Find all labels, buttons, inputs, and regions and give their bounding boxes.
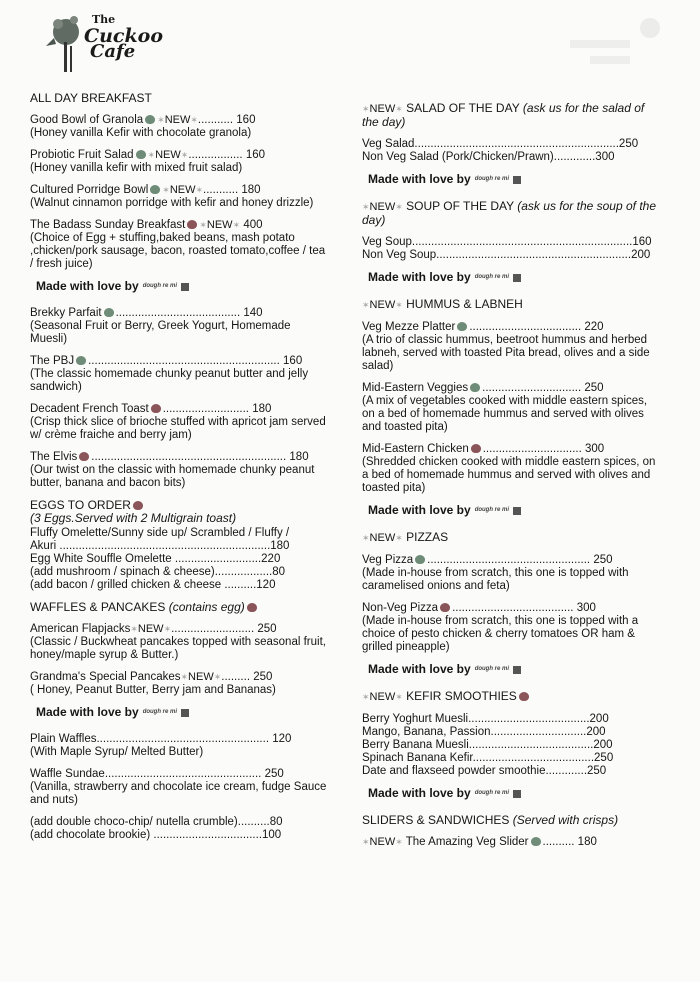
brand-logo: dough re mi — [474, 790, 510, 796]
new-badge — [130, 623, 171, 635]
new-label: NEW — [137, 623, 164, 635]
item-price: 180 — [241, 184, 261, 196]
section-note: (ask us for the soup of the day) — [362, 199, 657, 227]
price-line: Egg White Souffle Omelette ...........................220 — [30, 553, 281, 565]
star-icon: ✶ — [213, 672, 222, 682]
parfait-icon — [104, 308, 114, 317]
star-icon: ✶ — [395, 104, 403, 114]
menu-item — [30, 114, 330, 140]
new-label: NEW — [369, 103, 396, 115]
star-icon: ✶ — [395, 202, 403, 212]
item-name: Veg Mezze Platter — [362, 321, 456, 333]
chicken-icon — [471, 444, 481, 453]
item-price: 160 — [283, 355, 303, 367]
item-description: (With Maple Syrup/ Melted Butter) — [30, 746, 204, 758]
price-line: Non Veg Soup.............................................................200 — [362, 249, 651, 261]
item-price: 160 — [245, 149, 266, 161]
new-badge — [148, 149, 189, 161]
brand-logo: dough re mi — [474, 507, 510, 513]
made-with-love-text: Made with love by — [368, 270, 471, 284]
item-description: (Honey vanilla Kefir with chocolate granola) — [30, 127, 252, 139]
new-label: NEW — [369, 299, 396, 311]
menu-item-row — [362, 382, 662, 395]
new-label: NEW — [164, 114, 191, 126]
pbj-icon — [76, 356, 86, 365]
smoothie-icon — [519, 692, 529, 701]
menu-item — [30, 307, 330, 346]
menu-item — [30, 149, 330, 175]
veg-pizza-icon — [415, 555, 425, 564]
made-with-love-text: Made with love by — [36, 705, 139, 719]
menu-item — [362, 836, 662, 849]
price-line: Berry Yoghurt Muesli......................................200 — [362, 713, 609, 725]
logo-cafe: Cafe — [90, 41, 136, 62]
new-badge — [199, 219, 240, 231]
price-line: Berry Banana Muesli.......................................200 — [362, 739, 613, 751]
new-label: NEW — [369, 532, 396, 544]
item-price: 220 — [584, 321, 604, 333]
eggs-icon — [133, 501, 143, 510]
leader-dots: ................................................. — [104, 768, 262, 780]
new-badge — [362, 103, 403, 115]
price-line: Veg Salad................................................................250 — [362, 138, 639, 150]
menu-item-row — [30, 671, 330, 684]
new-badge — [362, 691, 403, 703]
item-description: (Crisp thick slice of brioche stuffed with apricot jam served w/ crème fraiche and berry jam) — [30, 416, 326, 441]
star-icon: ✶ — [362, 533, 370, 543]
price-line: Spinach Banana Kefir......................................250 — [362, 752, 614, 764]
section-heading — [30, 92, 330, 105]
menu-item — [30, 219, 330, 271]
menu-item-row — [30, 451, 330, 464]
section-heading — [30, 601, 330, 614]
made-with-love-text: Made with love by — [368, 172, 471, 186]
item-description: (Seasonal Fruit or Berry, Greek Yogurt, Homemade Muesli) — [30, 320, 291, 345]
menu-item-row — [30, 403, 330, 416]
star-icon: ✶ — [180, 672, 189, 682]
star-icon: ✶ — [362, 104, 370, 114]
menu-item-row — [362, 321, 662, 334]
bleed-through-logo-icon — [560, 12, 670, 82]
leader-dots: ........... — [203, 184, 239, 196]
made-with-love-line — [36, 706, 330, 719]
item-name: The PBJ — [30, 355, 75, 367]
star-icon: ✶ — [190, 115, 198, 125]
section-title: SLIDERS & SANDWICHES — [362, 813, 510, 827]
section-heading — [362, 102, 662, 129]
price-line: (add chocolate brookie) ..................................100 — [30, 829, 282, 841]
menu-item-row — [30, 623, 330, 636]
brand-box-icon — [181, 709, 189, 717]
item-description: (A mix of vegetables cooked with middle eastern spices, on a bed of homemade hummus and served with olives and toasted pita) — [362, 395, 648, 433]
made-with-love-text: Made with love by — [368, 662, 471, 676]
menu-item-row — [362, 602, 662, 615]
item-name: Cultured Porridge Bowl — [30, 184, 149, 196]
brand-logo: dough re mi — [142, 709, 178, 715]
made-with-love-text: Made with love by — [368, 503, 471, 517]
price-line: Date and flaxseed powder smoothie.............250 — [362, 765, 607, 777]
brand-logo: dough re mi — [142, 283, 178, 289]
item-description: (Walnut cinnamon porridge with kefir and honey drizzle) — [30, 197, 314, 209]
new-label: NEW — [369, 836, 396, 848]
price-list — [362, 236, 662, 262]
leader-dots: ............................... — [482, 443, 582, 455]
item-price: 160 — [236, 114, 256, 126]
star-icon: ✶ — [395, 300, 403, 310]
section-title: SOUP OF THE DAY — [406, 199, 514, 213]
star-icon: ✶ — [362, 202, 370, 212]
menu-item-row — [362, 443, 662, 456]
item-price: 300 — [585, 443, 605, 455]
leader-dots: ...................................................... — [96, 733, 270, 745]
brand-logo: dough re mi — [474, 666, 510, 672]
leader-dots: ............................... — [482, 382, 582, 394]
fruit-salad-icon — [136, 150, 146, 159]
left-column — [30, 92, 330, 851]
price-line: Fluffy Omelette/Sunny side up/ Scrambled / Fluffy / — [30, 527, 290, 539]
brand-logo: dough re mi — [474, 176, 510, 182]
item-description: (Choice of Egg + stuffing,baked beans, mash potato ,chicken/pork sausage, bacon, roasted tomato,coffee / tea / fresh juice) — [30, 232, 326, 270]
item-price: 180 — [289, 451, 309, 463]
leader-dots: ................................... — [469, 321, 582, 333]
menu-item — [30, 451, 330, 490]
section-note: (ask us for the salad of the day) — [362, 101, 645, 129]
item-description: (Made in-house from scratch, this one is topped with caramelised onions and feta) — [362, 567, 629, 592]
item-description: (Our twist on the classic with homemade chunky peanut butter, banana and bacon bits) — [30, 464, 315, 489]
item-price: 250 — [253, 671, 273, 683]
made-with-love-line — [36, 280, 330, 293]
veggies-icon — [470, 383, 480, 392]
star-icon: ✶ — [199, 220, 207, 230]
item-name: Non-Veg Pizza — [362, 602, 439, 614]
leader-dots: ........................... — [162, 403, 249, 415]
price-list — [30, 816, 330, 842]
star-icon: ✶ — [157, 115, 165, 125]
item-price: 250 — [257, 623, 277, 635]
menu-item — [362, 321, 662, 373]
star-icon: ✶ — [395, 533, 403, 543]
made-with-love-line — [368, 663, 662, 676]
item-name: American Flapjacks — [30, 623, 131, 635]
star-icon: ✶ — [195, 185, 204, 195]
made-with-love-line — [368, 504, 662, 517]
leader-dots: ................................................... — [427, 554, 591, 566]
new-badge — [181, 671, 222, 683]
menu-item-row — [362, 554, 662, 567]
price-list — [362, 138, 662, 164]
section-heading — [30, 499, 330, 525]
slider-icon — [531, 837, 541, 846]
price-line: Akuri ..................................................................180 — [30, 540, 290, 552]
item-description: (Vanilla, strawberry and chocolate ice cream, fudge Sauce and nuts) — [30, 781, 327, 806]
logo-cuckoo: Cuckoo — [84, 25, 164, 47]
breakfast-icon — [187, 220, 197, 229]
menu-item — [362, 443, 662, 495]
new-label: NEW — [206, 219, 233, 231]
menu-item-row — [30, 184, 330, 197]
menu-item-row — [362, 836, 662, 849]
menu-item — [30, 403, 330, 442]
star-icon: ✶ — [395, 692, 403, 702]
menu-item — [362, 602, 662, 654]
leader-dots: ................. — [188, 149, 243, 161]
menu-item-row — [30, 149, 330, 162]
leader-dots: ......... — [221, 671, 251, 683]
star-icon: ✶ — [180, 150, 189, 160]
section-title: EGGS TO ORDER — [30, 498, 131, 512]
price-line: (add mushroom / spinach & cheese)..................80 — [30, 566, 286, 578]
star-icon: ✶ — [362, 300, 370, 310]
price-line: Non Veg Salad (Pork/Chicken/Prawn).............300 — [362, 151, 615, 163]
menu-item-row — [30, 733, 330, 746]
item-description: (Honey vanilla kefir with mixed fruit salad) — [30, 162, 243, 174]
section-note: (contains egg) — [168, 600, 245, 614]
price-line: Mango, Banana, Passion..............................200 — [362, 726, 606, 738]
item-name: Waffle Sundae — [30, 768, 105, 780]
item-price: 140 — [243, 307, 263, 319]
menu-item — [30, 733, 330, 759]
new-label: NEW — [188, 671, 214, 683]
right-column — [362, 102, 662, 858]
brand-logo: dough re mi — [474, 274, 510, 280]
menu-item — [30, 184, 330, 210]
menu-item — [362, 382, 662, 434]
new-badge — [362, 201, 403, 213]
section-heading — [362, 531, 662, 545]
item-price: 300 — [576, 602, 596, 614]
item-price: 250 — [264, 768, 284, 780]
menu-item-row — [30, 355, 330, 368]
item-name: The Elvis — [30, 451, 78, 463]
item-description: (The classic homemade chunky peanut butter and jelly sandwich) — [30, 368, 309, 393]
price-line: Veg Soup.....................................................................160 — [362, 236, 652, 248]
item-description: (Classic / Buckwheat pancakes topped with seasonal fruit, honey/maple syrup & Butter.) — [30, 636, 326, 661]
section-title: PIZZAS — [406, 530, 449, 544]
new-label: NEW — [369, 691, 396, 703]
granola-icon — [145, 115, 155, 124]
star-icon: ✶ — [395, 837, 403, 847]
item-name: Brekky Parfait — [30, 307, 102, 319]
item-name: Probiotic Fruit Salad — [30, 149, 134, 161]
item-price: 180 — [577, 836, 597, 848]
item-name: Veg Pizza — [362, 554, 414, 566]
menu-item-row — [30, 768, 330, 781]
item-description: ( Honey, Peanut Butter, Berry jam and Bananas) — [30, 684, 276, 696]
section-heading — [362, 200, 662, 227]
menu-item — [30, 623, 330, 662]
item-price: 400 — [243, 219, 263, 231]
new-badge — [362, 532, 403, 544]
porridge-icon — [150, 185, 160, 194]
mezze-icon — [457, 322, 467, 331]
waffle-icon — [247, 603, 257, 612]
new-badge — [362, 836, 403, 848]
star-icon: ✶ — [362, 837, 370, 847]
item-price: 120 — [272, 733, 292, 745]
brand-box-icon — [513, 666, 521, 674]
menu-item-row — [30, 219, 330, 232]
item-name: Decadent French Toast — [30, 403, 149, 415]
made-with-love-text: Made with love by — [36, 279, 139, 293]
brand-box-icon — [513, 274, 521, 282]
star-icon: ✶ — [232, 220, 241, 230]
section-subtitle: (3 Eggs.Served with 2 Multigrain toast) — [30, 511, 237, 525]
brand-box-icon — [513, 507, 521, 515]
item-name: Grandma's Special Pancakes — [30, 671, 181, 683]
section-heading — [362, 814, 662, 827]
star-icon: ✶ — [147, 150, 156, 160]
price-line: (add bacon / grilled chicken & cheese ..........120 — [30, 579, 276, 591]
menu-item-row — [30, 307, 330, 320]
star-icon: ✶ — [130, 624, 138, 634]
new-badge — [162, 184, 203, 196]
brand-box-icon — [513, 790, 521, 798]
price-list — [30, 527, 330, 592]
menu-item-row — [30, 114, 330, 127]
section-heading — [362, 690, 662, 704]
new-label: NEW — [155, 149, 181, 161]
menu-item — [30, 355, 330, 394]
item-name: Plain Waffles — [30, 733, 97, 745]
leader-dots: ........... — [197, 114, 234, 126]
made-with-love-line — [368, 787, 662, 800]
section-title: WAFFLES & PANCAKES — [30, 600, 166, 614]
section-title: SALAD OF THE DAY — [406, 101, 520, 115]
new-label: NEW — [369, 201, 396, 213]
menu-item — [362, 554, 662, 593]
section-title: KEFIR SMOOTHIES — [406, 689, 517, 703]
item-name: Good Bowl of Granola — [30, 114, 144, 126]
menu-item — [30, 768, 330, 807]
made-with-love-text: Made with love by — [368, 786, 471, 800]
leader-dots: ....................................... — [115, 307, 241, 319]
price-list — [362, 713, 662, 778]
logo-the: The — [92, 13, 116, 26]
star-icon: ✶ — [163, 624, 172, 634]
item-description: (A trio of classic hummus, beetroot hummus and herbed labneh, served with toasted Pita bread, olives and a side salad) — [362, 334, 650, 372]
price-line: (add double choco-chip/ nutella crumble)..........80 — [30, 816, 283, 828]
leader-dots: ............................................................ — [88, 355, 280, 367]
new-label: NEW — [169, 184, 196, 196]
item-name: Mid-Eastern Chicken — [362, 443, 469, 455]
leader-dots: .......... — [542, 836, 575, 848]
brand-box-icon — [513, 176, 521, 184]
star-icon: ✶ — [362, 692, 370, 702]
new-badge — [157, 114, 198, 126]
item-description: (Shredded chicken cooked with middle eastern spices, on a bed of homemade hummus and served with olives and toasted pita) — [362, 456, 656, 494]
nonveg-pizza-icon — [440, 603, 450, 612]
item-description: (Made in-house from scratch, this one is topped with a choice of pesto chicken & cherry tomatoes OR ham & grilled pineapple) — [362, 615, 639, 653]
new-badge — [362, 299, 403, 311]
item-price: 180 — [252, 403, 272, 415]
made-with-love-line — [368, 173, 662, 186]
section-note: (Served with crisps) — [512, 813, 619, 827]
menu-item — [30, 671, 330, 697]
star-icon: ✶ — [162, 185, 170, 195]
leader-dots: ............................................................. — [91, 451, 287, 463]
french-toast-icon — [151, 404, 161, 413]
section-heading — [362, 298, 662, 312]
elvis-icon — [79, 452, 89, 461]
item-price: 250 — [593, 554, 613, 566]
item-name: The Badass Sunday Breakfast — [30, 219, 186, 231]
leader-dots: .......................... — [171, 623, 255, 635]
item-price: 250 — [584, 382, 604, 394]
brand-box-icon — [181, 283, 189, 291]
item-name: Mid-Eastern Veggies — [362, 382, 469, 394]
item-name: The Amazing Veg Slider — [405, 836, 529, 848]
section-title: HUMMUS & LABNEH — [406, 297, 523, 311]
made-with-love-line — [368, 271, 662, 284]
leader-dots: ...................................... — [452, 602, 574, 614]
section-title: ALL DAY BREAKFAST — [30, 91, 152, 105]
cafe-logo-text — [84, 12, 163, 60]
